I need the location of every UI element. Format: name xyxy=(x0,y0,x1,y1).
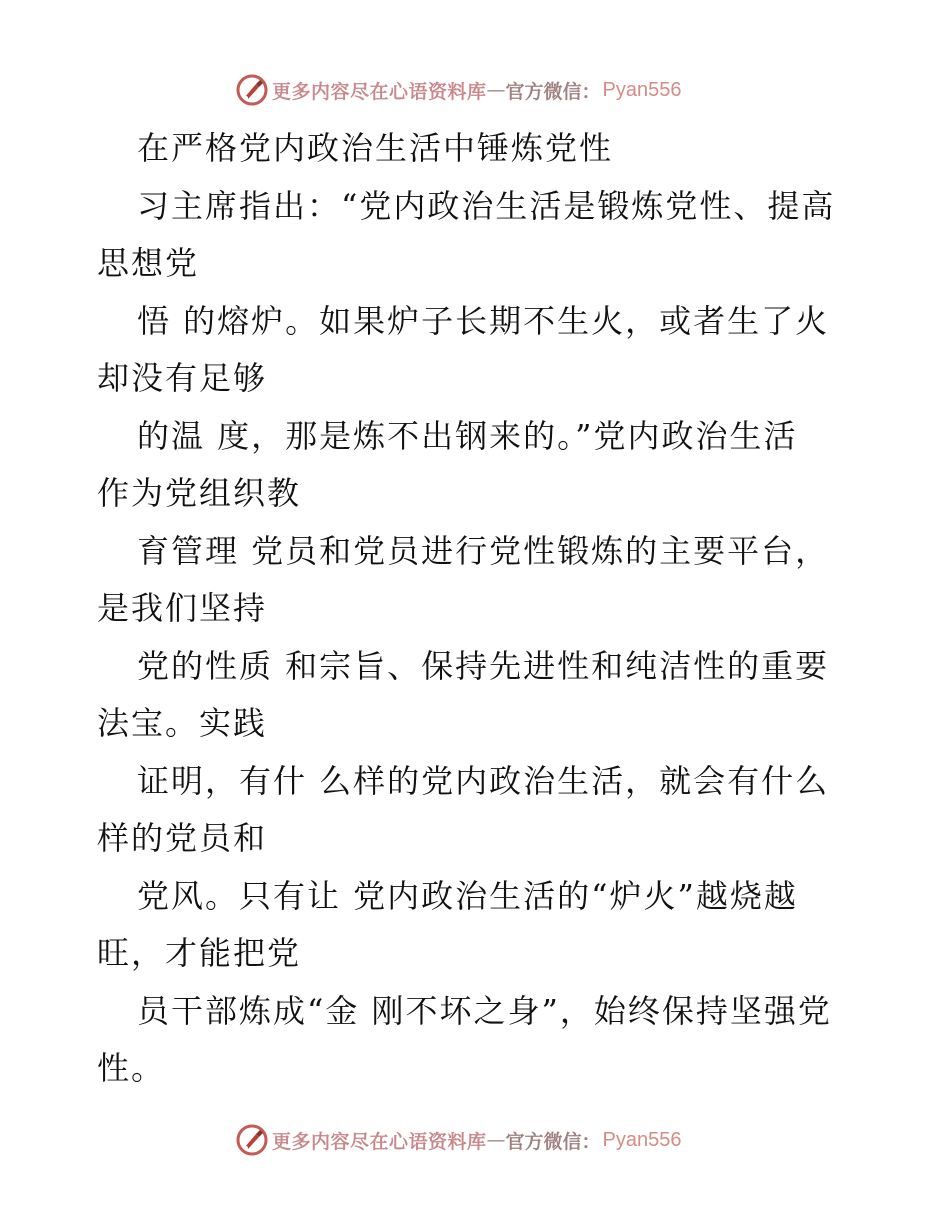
body-line: 证明，有什 么样的党内政治生活，就会有什么 xyxy=(137,761,830,800)
header-wechat-label: 官方微信： xyxy=(505,80,601,103)
body-line: 悟 的熔炉。如果炉子长期不生火，或者生了火 xyxy=(137,301,830,340)
body-line: 样的党员和 xyxy=(97,819,268,857)
header-brand-text: 更多内容尽在心语资料库 xyxy=(272,80,487,103)
footer-wechat-label: 官方微信： xyxy=(505,1130,601,1153)
body-line: 习主席指出：“党内政治生活是锻炼党性、提高 xyxy=(137,186,836,225)
pen-logo-icon xyxy=(236,1124,268,1156)
body-line: 的温 度，那是炼不出钢来的。”党内政治生活 xyxy=(137,416,798,455)
body-line: 思想党 xyxy=(97,244,200,282)
pen-logo-icon xyxy=(236,74,268,106)
body-line: 旺，才能把党 xyxy=(97,934,302,972)
body-line: 员干部炼成“金 刚不坏之身”，始终保持坚强党 xyxy=(137,991,832,1030)
body-line: 育管理 党员和党员进行党性锻炼的主要平台， xyxy=(137,531,830,570)
body-line: 却没有足够 xyxy=(97,359,268,397)
body-line: 是我们坚持 xyxy=(97,589,268,627)
footer-dash: — xyxy=(486,1129,506,1151)
body-line: 性。 xyxy=(97,1049,166,1087)
header-watermark xyxy=(236,72,682,108)
footer-brand-text: 更多内容尽在心语资料库 xyxy=(272,1130,487,1153)
header-dash: — xyxy=(486,79,506,101)
document-body xyxy=(97,120,867,1098)
body-line: 法宝。实践 xyxy=(97,704,268,742)
footer-wechat-id: Pyan556 xyxy=(602,1128,682,1151)
body-line: 作为党组织教 xyxy=(97,474,302,512)
body-line: 党风。只有让 党内政治生活的“炉火”越烧越 xyxy=(137,876,798,915)
header-wechat-id: Pyan556 xyxy=(602,78,682,101)
body-line: 在严格党内政治生活中锤炼党性 xyxy=(137,129,614,167)
footer-watermark xyxy=(236,1122,682,1158)
body-line: 党的性质 和宗旨、保持先进性和纯洁性的重要 xyxy=(137,646,830,685)
